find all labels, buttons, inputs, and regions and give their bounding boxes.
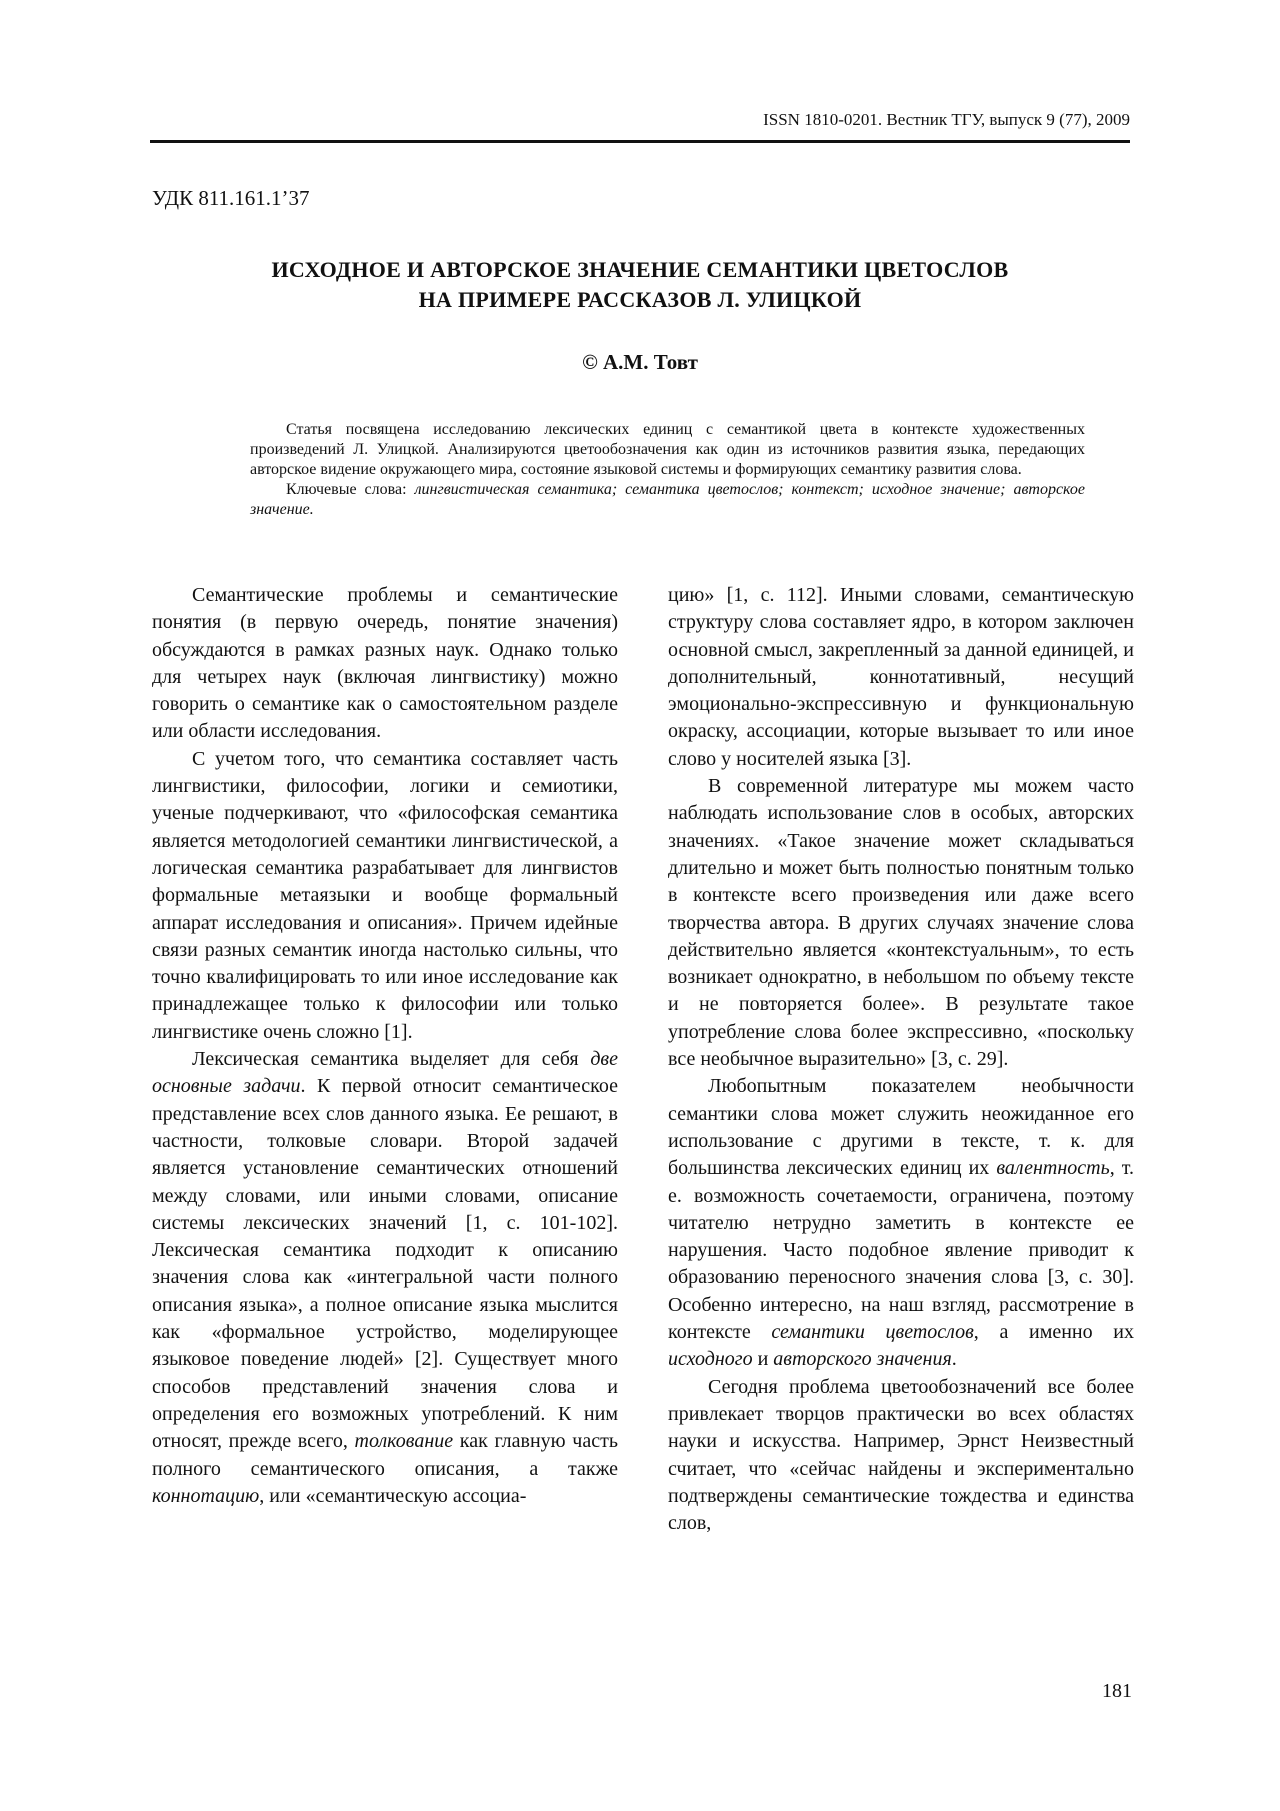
text-run: как главную часть полного семантического описания, а также (152, 1430, 618, 1480)
emphasis: толкование (354, 1430, 454, 1453)
article-title (150, 255, 1130, 315)
text-run: . (951, 1348, 957, 1371)
emphasis: коннотацию (152, 1484, 260, 1507)
text-run: . К первой относит семантическое представление всех слов данного языка. Ее решают, в частности, толковые словари. Второй задачей является установление семантических отношений между словами, или иными словами, описание системы лексических значений [1, с. 101-102]. Лексическая семантика подходит к описанию значения слова как «интегральной части полного описания языка», а полное описание языка мыслится как «формальное устройство, моделирующее языковое поведение людей» [2]. Существует много способов представлений значения слова и определения его возможных употреблений. К ним относят, прежде всего, (152, 1075, 618, 1453)
page-number: 181 (1102, 1680, 1132, 1702)
journal-citation: ISSN 1810-0201. Вестник ТГУ, выпуск 9 (77), 2009 (763, 110, 1130, 129)
paragraph: С учетом того, что семантика составляет часть лингвистики, философии, логики и семиотики, ученые подчеркивают, что «философская семантика является методологией семантики лингвистической, а логическая семантика разрабатывает для лингвистов формальные метаязыки и вообще формальный аппарат исследования и описания». Причем идейные связи разных семантик иногда настолько сильны, что точно квалифицировать то или иное исследование как принадлежащее только к философии или только лингвистике очень сложно [1]. (152, 747, 618, 1043)
journal-header (150, 108, 1130, 143)
body-column-right (668, 582, 1134, 1537)
emphasis: семантики цветослов (771, 1321, 974, 1344)
emphasis: валентность (996, 1157, 1110, 1180)
paragraph: Семантические проблемы и семантические понятия (в первую очередь, понятие значения) обсуждаются в рамках разных наук. Однако только для четырех наук (включая лингвистику) можно говорить о семантике как о самостоятельном разделе или области исследования. (152, 584, 618, 743)
keywords-list: лингвистическая семантика; семантика цветослов; контекст; исходное значение; авторское значение. (250, 481, 1086, 518)
title-line-1: ИСХОДНОЕ И АВТОРСКОЕ ЗНАЧЕНИЕ СЕМАНТИКИ ЦВЕТОСЛОВ (271, 257, 1009, 282)
keywords (250, 480, 1085, 520)
text-run: и (752, 1348, 774, 1371)
paragraph: цию» [1, с. 112]. Иными словами, семантическую структуру слова составляет ядро, в котором заключен основной смысл, закрепленный за данной единицей, и дополнительный, коннотативный, несущий эмоционально-экспрессивную и функциональную окраску, ассоциации, которые вызывает то или иное слово у носителей языка [3]. (668, 584, 1134, 770)
emphasis: две основные задачи (152, 1048, 618, 1098)
text-run: , а именно их (973, 1321, 1134, 1344)
article-author: © А.М. Товт (582, 350, 698, 374)
udk-code: УДК 811.161.1’37 (152, 186, 310, 210)
text-run: Любопытным показателем необычности семантики слова может служить неожиданное его использование с другими в тексте, т. к. для большинства лексических единиц их (668, 1075, 1134, 1180)
emphasis: исходного (668, 1348, 753, 1371)
paragraph: В современной литературе мы можем часто наблюдать использование слов в особых, авторских значениях. «Такое значение может складываться длительно и может быть полностью понятным только в контексте всего произведения или даже всего творчества автора. В других случаях значение слова действительно является «контекстуальным», то есть возникает однократно, в небольшом по объему тексте и не повторяется более». В результате такое употребление слова более экспрессивно, «поскольку все необычное выразительно» [3, с. 29]. (668, 775, 1134, 1071)
text-run: , т. е. возможность сочетаемости, ограничена, поэтому читателю нетрудно заметить в контексте ее нарушения. Часто подобное явление приводит к образованию переносного значения слова [3, с. 30]. Особенно интересно, на наш взгляд, рассмотрение в контексте (668, 1157, 1134, 1344)
paragraph (668, 1073, 1134, 1373)
text-run: Лексическая семантика выделяет для себя (192, 1048, 591, 1071)
paragraph (152, 1046, 618, 1510)
text-run: , или «семантическую ассоциа- (259, 1484, 527, 1507)
abstract-text: Статья посвящена исследованию лексических единиц с семантикой цвета в контексте художественных произведений Л. Улицкой. Анализируются цветообозначения как один из источников развития языка, передающих авторское видение окружающего мира, состояние языковой системы и формирующих семантику развития слова. (250, 421, 1085, 478)
paragraph: Сегодня проблема цветообозначений все более привлекает творцов практически во всех областях науки и искусства. Например, Эрнст Неизвестный считает, что «сейчас найдены и экспериментально подтверждены семантические тождества и единства слов, (668, 1375, 1134, 1535)
title-line-2: НА ПРИМЕРЕ РАССКАЗОВ Л. УЛИЦКОЙ (418, 287, 862, 312)
abstract (250, 420, 1085, 520)
body-column-left (152, 582, 618, 1510)
keywords-label: Ключевые слова: (286, 481, 407, 498)
emphasis: авторского значения (773, 1348, 952, 1371)
